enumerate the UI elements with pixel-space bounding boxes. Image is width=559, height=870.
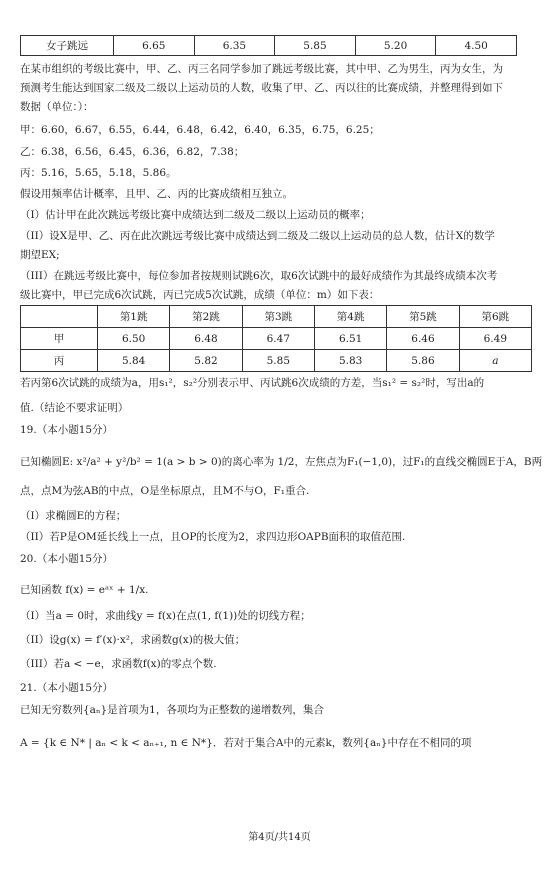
table-cell: 4.50 xyxy=(436,36,517,56)
q18-data-yi: 乙：6.38，6.56，6.45，6.36，6.82，7.38； xyxy=(20,146,245,158)
q20-part3: （III）若a < −e，求函数f(x)的零点个数. xyxy=(20,658,217,670)
q18-intro-line: 预测考生能达到国家二级及二级以上运动员的人数，收集了甲、乙、丙以往的比赛成绩，并整理得到如下 xyxy=(20,82,503,94)
q18-part1: （I）估计甲在此次跳远考级比赛中成绩达到二级及二级以上运动员的概率； xyxy=(20,209,371,221)
table-cell: 5.85 xyxy=(275,36,356,56)
top-score-table xyxy=(20,35,517,56)
table-cell: 6.47 xyxy=(242,328,314,350)
q21-heading: 21.（本小题15分） xyxy=(20,682,114,694)
q20-part2: （II）设g(x) = f′(x)·x²，求函数g(x)的极大值； xyxy=(20,634,246,646)
table-header-cell xyxy=(21,306,98,328)
table-header-cell: 第2跳 xyxy=(170,306,242,328)
table-header-cell: 第3跳 xyxy=(242,306,314,328)
table-cell: 6.65 xyxy=(114,36,195,56)
page-number: 第4页/共14页 xyxy=(248,832,311,843)
q18-part3: 级比赛中，甲已完成6次试跳，丙已完成5次试跳，成绩（单位：m）如下表： xyxy=(20,289,380,301)
table-cell: 5.85 xyxy=(242,350,314,372)
table-header-cell: 第4跳 xyxy=(314,306,386,328)
table-header-cell: 第5跳 xyxy=(387,306,459,328)
table-cell: 6.46 xyxy=(387,328,459,350)
table-cell: 6.51 xyxy=(314,328,386,350)
q18-data-jia: 甲：6.60，6.67，6.55，6.44，6.48，6.42，6.40，6.35，6.75，6.25； xyxy=(20,124,380,136)
q20-part1: （I）当a = 0时，求曲线y = f(x)在点(1, f(1))处的切线方程； xyxy=(20,610,311,622)
table-cell: 5.20 xyxy=(355,36,436,56)
q19-part1: （I）求椭圆E的方程； xyxy=(20,510,127,522)
jump-score-table xyxy=(20,305,532,372)
table-row xyxy=(21,36,517,56)
table-header-row xyxy=(21,306,532,328)
table-header-cell: 第6跳 xyxy=(459,306,531,328)
q18-assumption: 假设用频率估计概率，且甲、乙、丙的比赛成绩相互独立。 xyxy=(20,188,293,200)
q19-part2: （II）若P是OM延长线上一点，且OP的长度为2，求四边形OAPB面积的取值范围. xyxy=(20,531,406,543)
table-cell: 6.48 xyxy=(170,328,242,350)
table-cell: 5.84 xyxy=(98,350,170,372)
table-cell: 丙 xyxy=(21,350,98,372)
table-cell: 5.82 xyxy=(170,350,242,372)
q20-line: 已知函数 f(x) = eᵃˣ + 1/x. xyxy=(20,584,149,596)
table-row xyxy=(21,350,532,372)
table-cell: 6.49 xyxy=(459,328,531,350)
q21-line: A = {k ∈ N* | aₙ < k < aₙ₊₁, n ∈ N*}．若对于集合A中的元素k，数列{aₙ}中存在不相同的项 xyxy=(20,737,472,749)
table-cell: 6.50 xyxy=(98,328,170,350)
table-cell: 5.83 xyxy=(314,350,386,372)
q21-line: 已知无穷数列{aₙ}是首项为1，各项均为正整数的递增数列，集合 xyxy=(20,704,324,716)
q19-line: 已知椭圆E: x²/a² + y²/b² = 1(a > b > 0)的离心率为 1/2，左焦点为F₁(−1,0)，过F₁的直线交椭圆E于A，B两 xyxy=(20,456,543,468)
table-cell: 5.86 xyxy=(387,350,459,372)
q20-heading: 20.（本小题15分） xyxy=(20,553,114,565)
q18-intro-line: 数据（单位：）： xyxy=(20,101,94,113)
table-cell: 甲 xyxy=(21,328,98,350)
q18-after-table: 若丙第6次试跳的成绩为a，用s₁²，s₂²分别表示甲、丙试跳6次成绩的方差，当s₁² = s₂²时，写出a的 xyxy=(20,377,485,389)
q19-line: 点，点M为弦AB的中点，O是坐标原点，且M不与O，F₁重合. xyxy=(20,485,310,497)
table-cell: 6.35 xyxy=(194,36,275,56)
q19-heading: 19.（本小题15分） xyxy=(20,424,114,436)
table-cell: a xyxy=(459,350,531,372)
q18-data-bing: 丙：5.16，5.65，5.18，5.86。 xyxy=(20,167,177,179)
q18-after-table: 值.（结论不要求证明） xyxy=(20,402,129,414)
q18-part3: （III）在跳远考级比赛中，每位参加者按规则试跳6次，取6次试跳中的最好成绩作为其最终成绩本次考 xyxy=(20,270,498,282)
table-cell: 女子跳远 xyxy=(21,36,114,56)
q18-part2: 期望EX; xyxy=(20,249,60,261)
table-row xyxy=(21,328,532,350)
table-header-cell: 第1跳 xyxy=(98,306,170,328)
q18-part2: （II）设X是甲、乙、丙在此次跳远考级比赛中成绩达到二级及二级以上运动员的总人数，估计X的数学 xyxy=(20,230,495,242)
q18-intro-line: 在某市组织的考级比赛中，甲、乙、丙三名同学参加了跳远考级比赛，其中甲、乙为男生，丙为女生，为 xyxy=(20,63,503,75)
